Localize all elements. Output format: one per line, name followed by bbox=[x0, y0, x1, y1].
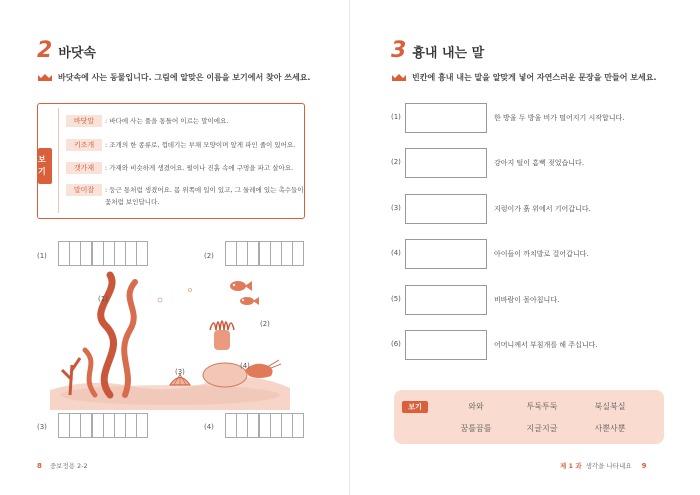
grid-cell[interactable] bbox=[270, 413, 282, 438]
item-sentence: 지렁이가 흙 위에서 기어갑니다. bbox=[494, 205, 591, 213]
grid-cell[interactable] bbox=[58, 241, 70, 266]
grid-cell[interactable] bbox=[247, 413, 259, 438]
grid-cell[interactable] bbox=[114, 241, 126, 266]
item-sentence: 아이들이 까치발로 걸어갑니다. bbox=[494, 250, 589, 258]
grid-cell[interactable] bbox=[259, 241, 271, 266]
grid-cell[interactable] bbox=[136, 241, 148, 266]
definition-text: : 가재와 비슷하게 생겼어요. 펄이나 진흙 속에 구멍을 파고 살아요. bbox=[105, 164, 294, 172]
right-footer bbox=[560, 461, 647, 470]
grid-cell[interactable] bbox=[225, 241, 237, 266]
choice-word[interactable]: 꿈틀꿈틀 bbox=[460, 424, 492, 433]
blank-answer-box[interactable] bbox=[405, 285, 487, 315]
left-section-number: 2 bbox=[37, 38, 53, 63]
item-number: (2) bbox=[391, 158, 401, 166]
grid-cell[interactable] bbox=[69, 241, 81, 266]
grid-cell[interactable] bbox=[80, 413, 92, 438]
question-number: (3) bbox=[37, 423, 47, 431]
grid-cell[interactable] bbox=[236, 413, 248, 438]
grid-cell[interactable] bbox=[247, 241, 259, 266]
definition-text: : 바다에 사는 풀을 통틀어 이르는 말이에요. bbox=[105, 117, 229, 125]
item-number: (5) bbox=[391, 295, 401, 303]
grid-cell[interactable] bbox=[103, 413, 115, 438]
left-footer bbox=[37, 461, 88, 470]
grid-cell[interactable] bbox=[236, 241, 248, 266]
question-number: (2) bbox=[204, 252, 214, 260]
illus-label: (1) bbox=[98, 295, 108, 303]
grid-cell[interactable] bbox=[292, 241, 304, 266]
item-sentence: 한 방울 두 방울 비가 떨어지기 시작합니다. bbox=[494, 114, 625, 122]
definition-text: : 조개의 한 종류로, 껍데기는 부채 모양이며 앞게 파인 줄이 있어요. bbox=[105, 141, 296, 149]
grid-cell[interactable] bbox=[58, 413, 70, 438]
blank-answer-box[interactable] bbox=[405, 239, 487, 269]
left-section-header bbox=[37, 38, 96, 63]
grid-cell[interactable] bbox=[281, 241, 293, 266]
choice-word[interactable]: 지글지글 bbox=[526, 424, 558, 433]
item-sentence: 강아지 털이 흠뻑 젖었습니다. bbox=[494, 159, 585, 167]
blank-answer-box[interactable] bbox=[405, 194, 487, 224]
question-number: (4) bbox=[204, 423, 214, 431]
grid-cell[interactable] bbox=[136, 413, 148, 438]
grid-cell[interactable] bbox=[92, 241, 104, 266]
definition-text: : 둥근 통처럼 생겼어요. 몸 위쪽에 입이 있고, 그 둘레에 있는 촉수들이 꽃처럼 보인답니다. bbox=[105, 186, 304, 206]
definition-row bbox=[66, 184, 305, 208]
definition-row bbox=[66, 115, 305, 127]
item-number: (1) bbox=[391, 113, 401, 121]
answer-grid-1[interactable] bbox=[58, 241, 148, 266]
choice-word[interactable]: 사뿐사뿐 bbox=[594, 424, 626, 433]
answer-grid-4[interactable] bbox=[225, 413, 303, 438]
left-instruction-text: 바닷속에 사는 동물입니다. 그림에 알맞은 이름을 보기에서 찾아 쓰세요. bbox=[58, 73, 311, 82]
choice-box bbox=[394, 390, 664, 444]
definition-row bbox=[66, 139, 305, 151]
definition-divider bbox=[58, 108, 59, 213]
right-footer-chapter: 제 1 과 bbox=[560, 462, 582, 470]
item-sentence: 비바람이 몰아칩니다. bbox=[494, 296, 560, 304]
grid-cell[interactable] bbox=[270, 241, 282, 266]
grid-cell[interactable] bbox=[92, 413, 104, 438]
left-footer-text: 중보정용 2-2 bbox=[49, 462, 88, 470]
choice-word[interactable]: 북실북실 bbox=[594, 402, 626, 411]
item-sentence: 어머니께서 부침개를 해 주십니다. bbox=[494, 341, 598, 349]
grid-cell[interactable] bbox=[69, 413, 81, 438]
grid-cell[interactable] bbox=[292, 413, 304, 438]
question-number: (1) bbox=[37, 252, 47, 260]
grid-cell[interactable] bbox=[281, 413, 293, 438]
crown-icon bbox=[391, 73, 407, 82]
right-page-number: 9 bbox=[641, 461, 647, 470]
grid-cell[interactable] bbox=[225, 413, 237, 438]
grid-cell[interactable] bbox=[125, 413, 137, 438]
right-section-header bbox=[391, 38, 484, 63]
grid-cell[interactable] bbox=[103, 241, 115, 266]
choice-box-tag: 보기 bbox=[402, 401, 428, 413]
right-instruction-text: 빈칸에 흉내 내는 말을 알맞게 넣어 자연스러운 문장을 만들어 보세요. bbox=[412, 73, 657, 82]
grid-cell[interactable] bbox=[259, 413, 271, 438]
definition-term: 말미잘 bbox=[66, 184, 102, 196]
blank-answer-box[interactable] bbox=[405, 330, 487, 360]
choice-word[interactable]: 투둑투둑 bbox=[526, 402, 558, 411]
definition-term: 바닷말 bbox=[66, 115, 102, 127]
seafloor-illustration bbox=[50, 270, 290, 410]
blank-answer-box[interactable] bbox=[405, 103, 487, 133]
grid-cell[interactable] bbox=[114, 413, 126, 438]
illus-label: (4) bbox=[240, 362, 250, 370]
choice-word[interactable]: 와와 bbox=[468, 402, 484, 411]
item-number: (4) bbox=[391, 249, 401, 257]
blank-answer-box[interactable] bbox=[405, 148, 487, 178]
grid-cell[interactable] bbox=[125, 241, 137, 266]
grid-cell[interactable] bbox=[80, 241, 92, 266]
crown-icon bbox=[37, 73, 53, 82]
left-instruction bbox=[37, 72, 310, 83]
answer-grid-2[interactable] bbox=[225, 241, 303, 266]
definition-row bbox=[66, 162, 305, 174]
left-section-title: 바닷속 bbox=[58, 46, 96, 61]
illus-label: (3) bbox=[175, 368, 185, 376]
item-number: (6) bbox=[391, 340, 401, 348]
illus-label: (2) bbox=[260, 320, 270, 328]
right-section-title: 흉내 내는 말 bbox=[412, 46, 485, 61]
right-instruction bbox=[391, 72, 657, 83]
definition-box-tag: 보기 bbox=[38, 148, 52, 184]
answer-grid-3[interactable] bbox=[58, 413, 148, 438]
right-section-number: 3 bbox=[391, 38, 407, 63]
definition-term: 키조개 bbox=[66, 139, 102, 151]
right-footer-text: 생각을 나타내요 bbox=[585, 462, 632, 470]
left-page-number: 8 bbox=[37, 461, 42, 470]
item-number: (3) bbox=[391, 204, 401, 212]
definition-term: 갯가재 bbox=[66, 162, 102, 174]
